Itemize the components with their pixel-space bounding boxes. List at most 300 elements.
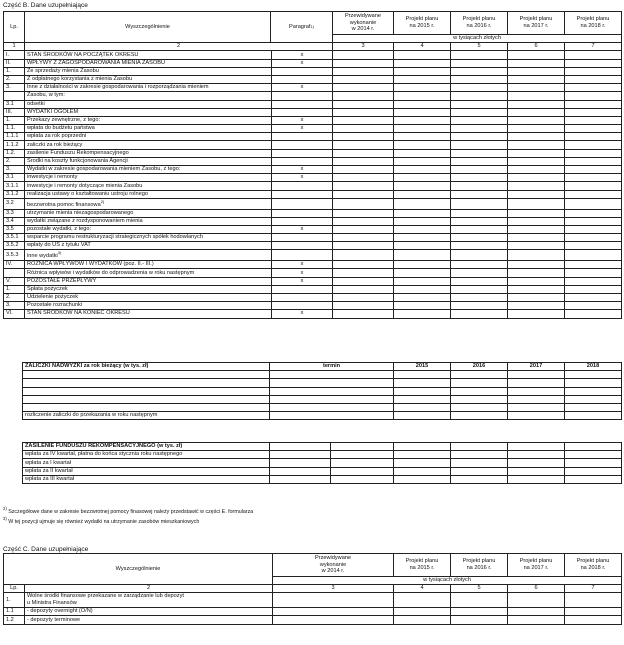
part-c-rows: [4, 593, 622, 624]
row-value-cell: [508, 92, 565, 100]
header-plan-2015-l1: Projekt planu: [405, 16, 439, 23]
row-value-cell: [508, 261, 565, 269]
c-header-plan-2017-l1: Projekt planu: [519, 558, 553, 565]
table-row: [4, 261, 622, 269]
row-value-cell: [451, 285, 508, 293]
row-value-cell: [333, 302, 394, 310]
row-value-cell: [394, 225, 451, 233]
zasilenie-cell: [270, 451, 331, 459]
row-value-cell: [451, 116, 508, 124]
row-paragraf: x: [272, 269, 333, 277]
table-row: [4, 92, 622, 100]
row-lp: 3.1: [4, 174, 25, 182]
table-row: [4, 59, 622, 67]
zasilenie-cell: [508, 459, 565, 467]
table-row: [4, 182, 622, 190]
row-paragraf: x: [272, 166, 333, 174]
row-lp: 2.: [4, 293, 25, 301]
row-value-cell: [394, 277, 451, 285]
row-value-cell: [565, 141, 622, 149]
row-text-label: wpłata za rok poprzedni: [27, 133, 87, 140]
row-text-label: Pozostałe rozrachunki: [27, 302, 83, 309]
row-value-cell: [394, 190, 451, 198]
row-value-cell: [451, 250, 508, 261]
row-paragraf: [272, 198, 333, 209]
table-row: [4, 302, 622, 310]
c-header-przewidywane-l1: Przewidywane: [314, 554, 352, 561]
zasilenie-title: ZASILENIE FUNDUSZU REKOMPENSACYJNEGO (w tys. zł): [23, 443, 270, 451]
zaliczki-cell: [565, 379, 622, 387]
zaliczki-row: [23, 395, 622, 403]
row-lp: 3.5.3: [4, 250, 25, 261]
row-text-label: Wydatki w zakresie gospodarowania mieniem Zasobu, z tego:: [27, 166, 181, 173]
row-value-cell: [565, 293, 622, 301]
row-value-cell: [565, 250, 622, 261]
row-value-cell: [451, 217, 508, 225]
row-value-cell: [565, 234, 622, 242]
row-value-cell: [451, 293, 508, 301]
c-header-plan-2015: [394, 554, 451, 577]
table-row: [4, 51, 622, 59]
row-value-cell: [451, 242, 508, 250]
colnum: 7: [565, 43, 622, 51]
zasilenie-cell: [270, 459, 331, 467]
zaliczki-year: 2015: [394, 363, 451, 371]
c-colnum: 4: [394, 585, 451, 593]
row-value-cell: [565, 125, 622, 133]
row-value-cell: [333, 182, 394, 190]
row-value-cell: [394, 166, 451, 174]
row-value-cell: [508, 616, 565, 624]
row-value-cell: [451, 190, 508, 198]
row-paragraf: [272, 209, 333, 217]
row-value-cell: [394, 302, 451, 310]
row-lp: 3.1: [4, 100, 25, 108]
row-value-cell: [508, 59, 565, 67]
row-paragraf: x: [272, 59, 333, 67]
row-value-cell: [394, 157, 451, 165]
row-text: [25, 616, 273, 624]
row-value-cell: [508, 157, 565, 165]
colnum: 3: [333, 43, 394, 51]
row-value-cell: [333, 225, 394, 233]
c-header-plan-2016-l1: Projekt planu: [462, 558, 496, 565]
row-value-cell: [451, 100, 508, 108]
zaliczki-cell: [508, 371, 565, 379]
row-paragraf: [272, 133, 333, 141]
row-value-cell: [565, 269, 622, 277]
row-value-cell: [333, 293, 394, 301]
row-text-label: Inne z działalności w zakresie gospodarowania i rozporządzania mieniem: [27, 84, 209, 91]
zasilenie-cell: [331, 451, 394, 459]
table-row: [4, 225, 622, 233]
row-value-cell: [333, 269, 394, 277]
zasilenie-cell: [565, 451, 622, 459]
row-value-cell: [333, 190, 394, 198]
row-value-cell: [565, 84, 622, 92]
row-paragraf: [272, 149, 333, 157]
row-value-cell: [333, 261, 394, 269]
zasilenie-row: [23, 475, 622, 483]
row-text-label: STAN ŚRODKÓW NA KONIEC OKRESU: [27, 310, 130, 317]
header-plan-2016: [451, 12, 508, 35]
row-lp: II.: [4, 59, 25, 67]
zaliczki-row: [23, 371, 622, 379]
zasilenie-cell: [508, 475, 565, 483]
footnote-3-text: W tej pozycji ujmuje się również wydatki na utrzymanie zasobów mieszkaniowych: [8, 518, 200, 525]
row-value-cell: [273, 593, 394, 608]
row-paragraf: x: [272, 277, 333, 285]
row-text-label: utrzymanie mienia niezagospodarowanego: [27, 209, 134, 216]
zaliczki-cell: [508, 412, 565, 420]
zasilenie-row: [23, 467, 622, 475]
row-text-line: - depozyty terminowe: [27, 616, 81, 623]
zasilenie-label: wpłata za III kwartał: [23, 475, 270, 483]
row-lp: 2.: [4, 75, 25, 83]
c-header-plan-2015-l1: Projekt planu: [405, 558, 439, 565]
header-plan-2015: [394, 12, 451, 35]
row-text-label: Udzielenie pożyczek: [27, 294, 78, 301]
row-text-label: inwestycje i remonty: [27, 174, 78, 181]
c-colnum: 7: [565, 585, 622, 593]
table-row: [4, 141, 622, 149]
zaliczki-cell: [23, 403, 270, 411]
row-value-cell: [333, 285, 394, 293]
table-row: [4, 242, 622, 250]
row-value-cell: [333, 166, 394, 174]
c-header-plan-2017: [508, 554, 565, 577]
row-lp: IV.: [4, 261, 25, 269]
row-text: [25, 149, 272, 157]
row-value-cell: [394, 250, 451, 261]
row-text: [25, 269, 272, 277]
row-value-cell: [565, 302, 622, 310]
zaliczki-cell: [451, 395, 508, 403]
row-value-cell: [451, 125, 508, 133]
row-value-cell: [451, 225, 508, 233]
row-value-cell: [565, 51, 622, 59]
row-value-cell: [394, 261, 451, 269]
table-row: [4, 269, 622, 277]
zasilenie-row: [23, 451, 622, 459]
row-text: [25, 593, 273, 608]
row-text: [25, 302, 272, 310]
row-value-cell: [508, 166, 565, 174]
row-value-cell: [508, 84, 565, 92]
row-value-cell: [565, 174, 622, 182]
row-paragraf: [272, 157, 333, 165]
row-value-cell: [333, 234, 394, 242]
row-value-cell: [565, 225, 622, 233]
zaliczki-title: ZALICZKI NADWYŻKI za rok bieżący (w tys. zł): [23, 363, 270, 371]
row-text-line: Wolne środki finansowe przekazane w zarządzanie lub depozyt: [27, 593, 184, 600]
row-paragraf: [272, 108, 333, 116]
row-paragraf: [272, 92, 333, 100]
zasilenie-cell: [394, 467, 451, 475]
colnum: 2: [25, 43, 333, 51]
footnote-3: [3, 516, 199, 525]
row-text-label: bezzwrotna pomoc finansowa: [27, 201, 101, 208]
row-value-cell: [333, 174, 394, 182]
colnum: 6: [508, 43, 565, 51]
zaliczki-row: [23, 387, 622, 395]
zasilenie-cell: [270, 475, 331, 483]
row-text: [25, 310, 272, 318]
zasilenie-cell: [394, 459, 451, 467]
zaliczki-termin: termin: [270, 363, 394, 371]
row-value-cell: [394, 608, 451, 616]
zaliczki-cell: [270, 371, 394, 379]
header-plan-2015-l2: na 2015 r.: [409, 23, 435, 29]
row-lp: 1.1: [4, 608, 25, 616]
row-value-cell: [508, 277, 565, 285]
row-value-cell: [451, 209, 508, 217]
row-value-cell: [565, 75, 622, 83]
row-lp: 3.: [4, 302, 25, 310]
zaliczki-cell: [508, 403, 565, 411]
zasilenie-label: wpłata za II kwartał: [23, 467, 270, 475]
row-value-cell: [508, 198, 565, 209]
row-text-label: wydatki związane z rozdysponowaniem mienia: [27, 217, 143, 224]
row-value-cell: [394, 100, 451, 108]
row-text: [25, 166, 272, 174]
row-value-cell: [508, 75, 565, 83]
c-header-plan-2018-l1: Projekt planu: [576, 558, 610, 565]
row-value-cell: [508, 285, 565, 293]
zaliczki-cell: [23, 387, 270, 395]
header-plan-2018: [565, 12, 622, 35]
row-text: [25, 108, 272, 116]
row-lp: 3.2: [4, 198, 25, 209]
zaliczki-table: [22, 362, 622, 420]
footnote-2-text: Szczegółowe dane w zakresie bezzwrotnej pomocy finasowej należy przedstawić w części E. formularza: [8, 508, 254, 515]
row-value-cell: [451, 51, 508, 59]
row-value-cell: [394, 234, 451, 242]
zasilenie-cell: [331, 459, 394, 467]
zaliczki-row: [23, 379, 622, 387]
zaliczki-year: 2017: [508, 363, 565, 371]
row-value-cell: [565, 182, 622, 190]
zaliczki-cell: [394, 403, 451, 411]
table-row: [4, 133, 622, 141]
row-lp: 3.4: [4, 217, 25, 225]
row-value-cell: [273, 616, 394, 624]
row-value-cell: [451, 157, 508, 165]
row-text-label: STAN ŚRODKÓW NA POCZĄTEK OKRESU: [27, 51, 139, 58]
row-lp: 1.: [4, 285, 25, 293]
row-paragraf: [272, 190, 333, 198]
row-value-cell: [333, 209, 394, 217]
row-value-cell: [394, 59, 451, 67]
row-text-label: inne wydatki: [27, 253, 58, 260]
row-value-cell: [451, 108, 508, 116]
row-paragraf: [272, 250, 333, 261]
zaliczki-cell: [394, 379, 451, 387]
row-paragraf: [272, 293, 333, 301]
header-lp: Lp.: [4, 12, 25, 43]
row-text: [25, 133, 272, 141]
row-lp: VI.: [4, 310, 25, 318]
row-value-cell: [565, 108, 622, 116]
row-value-cell: [451, 59, 508, 67]
row-text-line: u Ministra Finansów: [27, 600, 77, 607]
row-value-cell: [565, 67, 622, 75]
row-value-cell: [394, 616, 451, 624]
row-paragraf: x: [272, 261, 333, 269]
row-value-cell: [333, 242, 394, 250]
zasilenie-cell: [394, 451, 451, 459]
zaliczki-cell: [508, 379, 565, 387]
part-c-table: [3, 553, 622, 625]
row-value-cell: [508, 593, 565, 608]
row-value-cell: [394, 51, 451, 59]
zasilenie-label: wpłata za I kwartał: [23, 459, 270, 467]
zaliczki-cell: [451, 387, 508, 395]
row-paragraf: x: [272, 310, 333, 318]
zaliczki-footer: rozliczenie zaliczki do przekazania w roku następnym: [23, 412, 270, 420]
row-value-cell: [565, 190, 622, 198]
row-paragraf: [272, 242, 333, 250]
row-value-cell: [451, 310, 508, 318]
c-header-plan-2017-l2: na 2017 r.: [523, 565, 549, 571]
row-value-cell: [333, 75, 394, 83]
zaliczki-cell: [394, 371, 451, 379]
c-header-wyszczegolnienie: Wyszczególnienie: [4, 554, 273, 585]
row-paragraf: x: [272, 125, 333, 133]
row-value-cell: [508, 250, 565, 261]
header-wyszczegolnienie-paragraf: [25, 12, 333, 43]
row-lp: 1.2: [4, 616, 25, 624]
table-row: [4, 293, 622, 301]
table-row: [4, 116, 622, 124]
zaliczki-cell: [23, 395, 270, 403]
row-value-cell: [394, 108, 451, 116]
row-text: [25, 217, 272, 225]
row-value-cell: [451, 84, 508, 92]
row-lp: 1.: [4, 116, 25, 124]
table-row: [4, 217, 622, 225]
row-value-cell: [508, 293, 565, 301]
row-text-label: zasilenie Funduszu Rekompensacyjnego: [27, 149, 129, 156]
row-text: [25, 100, 272, 108]
header-przewidywane-l1: Przewidywane: [344, 12, 382, 19]
row-value-cell: [565, 261, 622, 269]
row-value-cell: [565, 92, 622, 100]
row-value-cell: [508, 67, 565, 75]
zasilenie-row: [23, 459, 622, 467]
row-lp: 3.: [4, 166, 25, 174]
part-b-rows: [4, 51, 622, 318]
table-row: [4, 250, 622, 261]
zaliczki-cell: [565, 371, 622, 379]
c-colnum: 3: [273, 585, 394, 593]
row-text: [25, 261, 272, 269]
row-lp: [4, 92, 25, 100]
row-value-cell: [451, 302, 508, 310]
table-row: [4, 166, 622, 174]
row-value-cell: [565, 285, 622, 293]
row-paragraf: [272, 302, 333, 310]
row-value-cell: [333, 116, 394, 124]
row-text-label: Różnica wpływów i wydatków do odprowadzenia w roku następnym: [27, 269, 195, 276]
table-row: [4, 149, 622, 157]
row-value-cell: [333, 277, 394, 285]
row-paragraf: [272, 75, 333, 83]
header-units: w tysiącach złotych: [333, 35, 622, 43]
row-value-cell: [451, 149, 508, 157]
row-value-cell: [394, 67, 451, 75]
row-value-cell: [508, 182, 565, 190]
row-text: [25, 285, 272, 293]
row-value-cell: [565, 242, 622, 250]
row-value-cell: [333, 141, 394, 149]
row-lp: V.: [4, 277, 25, 285]
row-value-cell: [451, 174, 508, 182]
row-text: [25, 225, 272, 233]
zasilenie-cell: [565, 475, 622, 483]
row-paragraf: x: [272, 225, 333, 233]
row-text: [25, 242, 272, 250]
zasilenie-table: [22, 442, 622, 484]
row-text: [25, 84, 272, 92]
zasilenie-cell: [565, 467, 622, 475]
zasilenie-cell: [270, 467, 331, 475]
header-plan-2016-l1: Projekt planu: [462, 16, 496, 23]
row-text-label: zaliczki za rok bieżący: [27, 141, 83, 148]
c-header-units: w tysiącach złotych: [273, 577, 622, 585]
row-value-cell: [394, 285, 451, 293]
row-text: [25, 141, 272, 149]
row-value-cell: [451, 261, 508, 269]
row-value-cell: [565, 198, 622, 209]
row-value-cell: [394, 116, 451, 124]
row-text-label: Z odpłatnego korzystania z mienia Zasobu: [27, 76, 133, 83]
row-value-cell: [508, 269, 565, 277]
c-colnum: 6: [508, 585, 565, 593]
row-value-cell: [333, 133, 394, 141]
row-text: [25, 92, 272, 100]
part-c-title: Część C. Dane uzupełniające: [3, 546, 89, 553]
row-lp: 3.5.1: [4, 234, 25, 242]
row-value-cell: [565, 593, 622, 608]
c-header-przewidywane-l3: w 2014 r.: [321, 568, 345, 575]
row-value-cell: [451, 92, 508, 100]
row-text: [25, 277, 272, 285]
footnote-3-sup: 3): [3, 516, 7, 521]
row-lp: 3.: [4, 84, 25, 92]
zaliczki-footer-row: [23, 412, 622, 420]
row-lp: 1.1.2: [4, 141, 25, 149]
row-text: [25, 59, 272, 67]
zasilenie-cell: [451, 459, 508, 467]
row-value-cell: [333, 108, 394, 116]
row-value-cell: [508, 116, 565, 124]
zaliczki-cell: [565, 403, 622, 411]
row-text: [25, 198, 272, 209]
row-text: [25, 209, 272, 217]
row-value-cell: [565, 209, 622, 217]
row-paragraf: [272, 67, 333, 75]
c-header-plan-2018: [565, 554, 622, 577]
row-paragraf: [272, 141, 333, 149]
c-header-plan-2015-l2: na 2015 r.: [409, 565, 435, 571]
zaliczki-cell: [508, 395, 565, 403]
row-value-cell: [333, 198, 394, 209]
header-paragraf: [270, 12, 332, 42]
part-b-title: Część B. Dane uzupełniające: [3, 2, 88, 9]
row-lp: 1.1.1: [4, 133, 25, 141]
row-text-label: odsetki: [27, 100, 45, 107]
